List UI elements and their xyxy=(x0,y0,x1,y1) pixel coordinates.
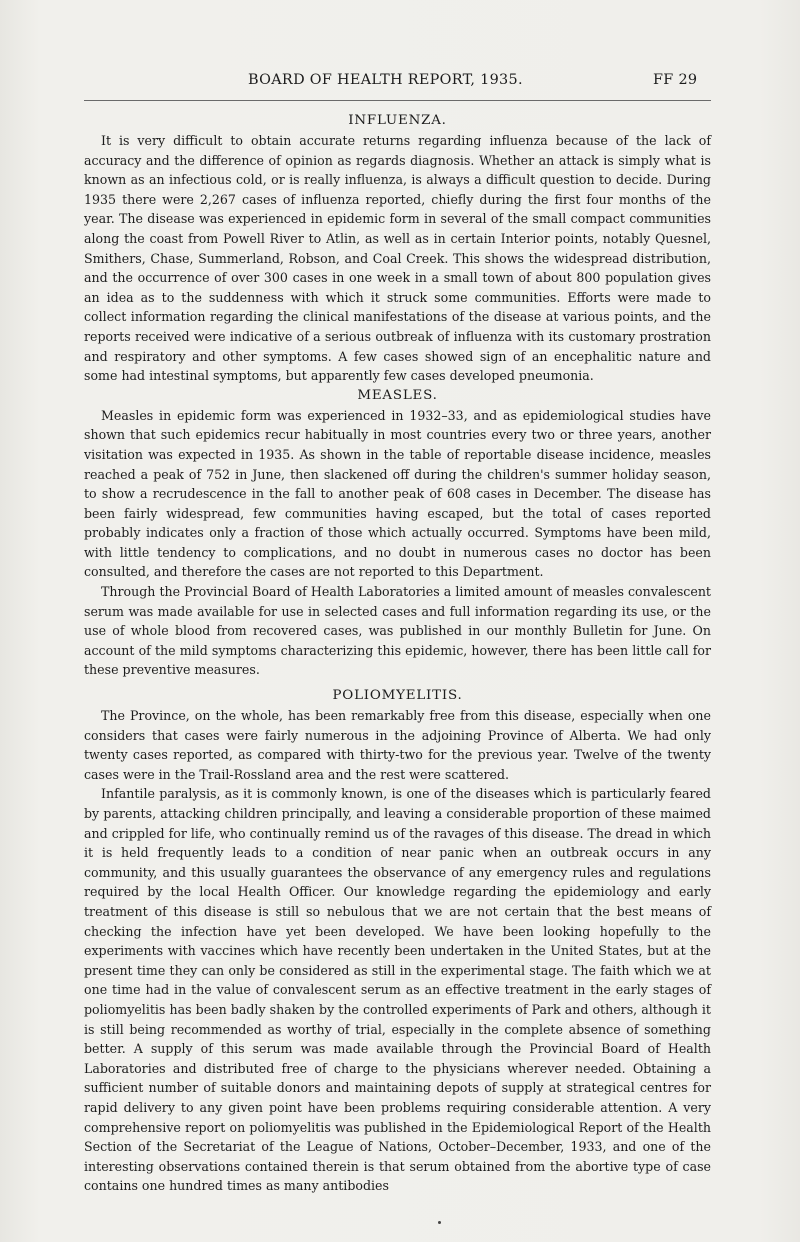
ink-speck xyxy=(438,1221,441,1224)
paragraph: The Province, on the whole, has been remarkably free from this disease, especially when one considers that cases were fairly numerous in the adjoining Province of Alberta. We had only twenty cases reported, as compared with thirty-two for the previous year. Twelve of the twenty cases were in the Trail-Rossland area and the rest were scattered. xyxy=(84,708,711,782)
paragraph: Measles in epidemic form was experienced in 1932–33, and as epidemiological studies have shown that such epidemics recur habitually in most countries every two or three years, another visitation was expected in 1935. As shown in the table of reportable disease incidence, measles reached a peak of 752 in June, then slackened off during the children's summer holiday season, to show a recrudescence in the fall to another peak of 608 cases in December. The disease has been fairly widespread, few communities having escaped, but the total of cases reported probably indicates only a fraction of those which actually occurred. Symptoms have been mild, with little tendency to complications, and no doubt in numerous cases no doctor has been consulted, and therefore the cases are not reported to this Department. xyxy=(84,407,711,580)
section-heading: INFLUENZA. xyxy=(348,113,447,128)
running-header xyxy=(0,72,800,94)
section-measles xyxy=(84,386,711,680)
header-rule xyxy=(84,100,711,101)
section-influenza xyxy=(84,111,711,386)
section-heading: MEASLES. xyxy=(357,387,438,403)
section-poliomyelitis xyxy=(84,686,711,1196)
paragraph: Through the Provincial Board of Health Laboratories a limited amount of measles convalescent serum was made available for use in selected cases and full information regarding its use, or the use of whole blood from recovered cases, was published in our monthly Bulletin for June. On account of the mild symptoms characterizing this epidemic, however, there has been little call for these preventive measures. xyxy=(84,584,711,678)
paragraph: It is very difficult to obtain accurate returns regarding influenza because of the lack of accuracy and the difference of opinion as regards diagnosis. Whether an attack is simply what is known as an infectious cold, or is really influenza, is always a difficult question to decide. During 1935 there were 2,267 cases of influenza reported, chiefly during the first four months of the year. The disease was experienced in epidemic form in several of the small compact communities along the coast from Powell River to Atlin, as well as in certain Interior points, notably Quesnel, Smithers, Chase, Summerland, Robson, and Coal Creek. This shows the widespread distribution, and the occurrence of over 300 cases in one week in a small town of about 800 population gives an idea as to the suddenness with which it struck some communities. Efforts were made to collect information regarding the clinical manifestations of the disease at various points, and the reports received were indicative of a serious outbreak of influenza with its customary prostration and respiratory and other symptoms. A few cases showed sign of an encephalitic nature and some had intestinal symptoms, but apparently few cases developed pneumonia. xyxy=(84,133,711,384)
paragraph: Infantile paralysis, as it is commonly known, is one of the diseases which is particularly feared by parents, attacking children principally, and leaving a considerable proportion of these maimed and crippled for life, who continually remind us of the ravages of this disease. The dread in which it is held frequently leads to a condition of near panic when an outbreak occurs in any community, and this usually guarantees the observance of any emergency rules and regulations required by the local Health Officer. Our knowledge regarding the epidemiology and early treatment of this disease is still so nebulous that we are not certain that the best means of checking the infection have yet been developed. We have been looking hopefully to the experiments with vaccines which have recently been undertaken in the United States, but at the present time they can only be considered as still in the experimental stage. The faith which we at one time had in the value of convalescent serum as an effective treatment in the early stages of poliomyelitis has been badly shaken by the controlled experiments of Park and others, although it is still being recommended as worthy of trial, especially in the complete absence of something better. A supply of this serum was made available through the Provincial Board of Health Laboratories and distributed free of charge to the physicians wherever needed. Obtaining a sufficient number of suitable donors and maintaining depots of supply at strategical centres for rapid delivery to any given point have been problems requiring considerable attention. A very comprehensive report on poliomyelitis was published in the Epidemiological Report of the Health Section of the Secretariat of the League of Nations, October–December, 1933, and one of the interesting observations contained therein is that serum obtained from the abortive type of case contains one hundred times as many antibodies xyxy=(84,786,711,1194)
section-heading: POLIOMYELITIS. xyxy=(332,688,463,704)
page-number: FF 29 xyxy=(653,72,698,88)
page-body xyxy=(84,111,711,1196)
header-title: BOARD OF HEALTH REPORT, 1935. xyxy=(248,72,523,88)
